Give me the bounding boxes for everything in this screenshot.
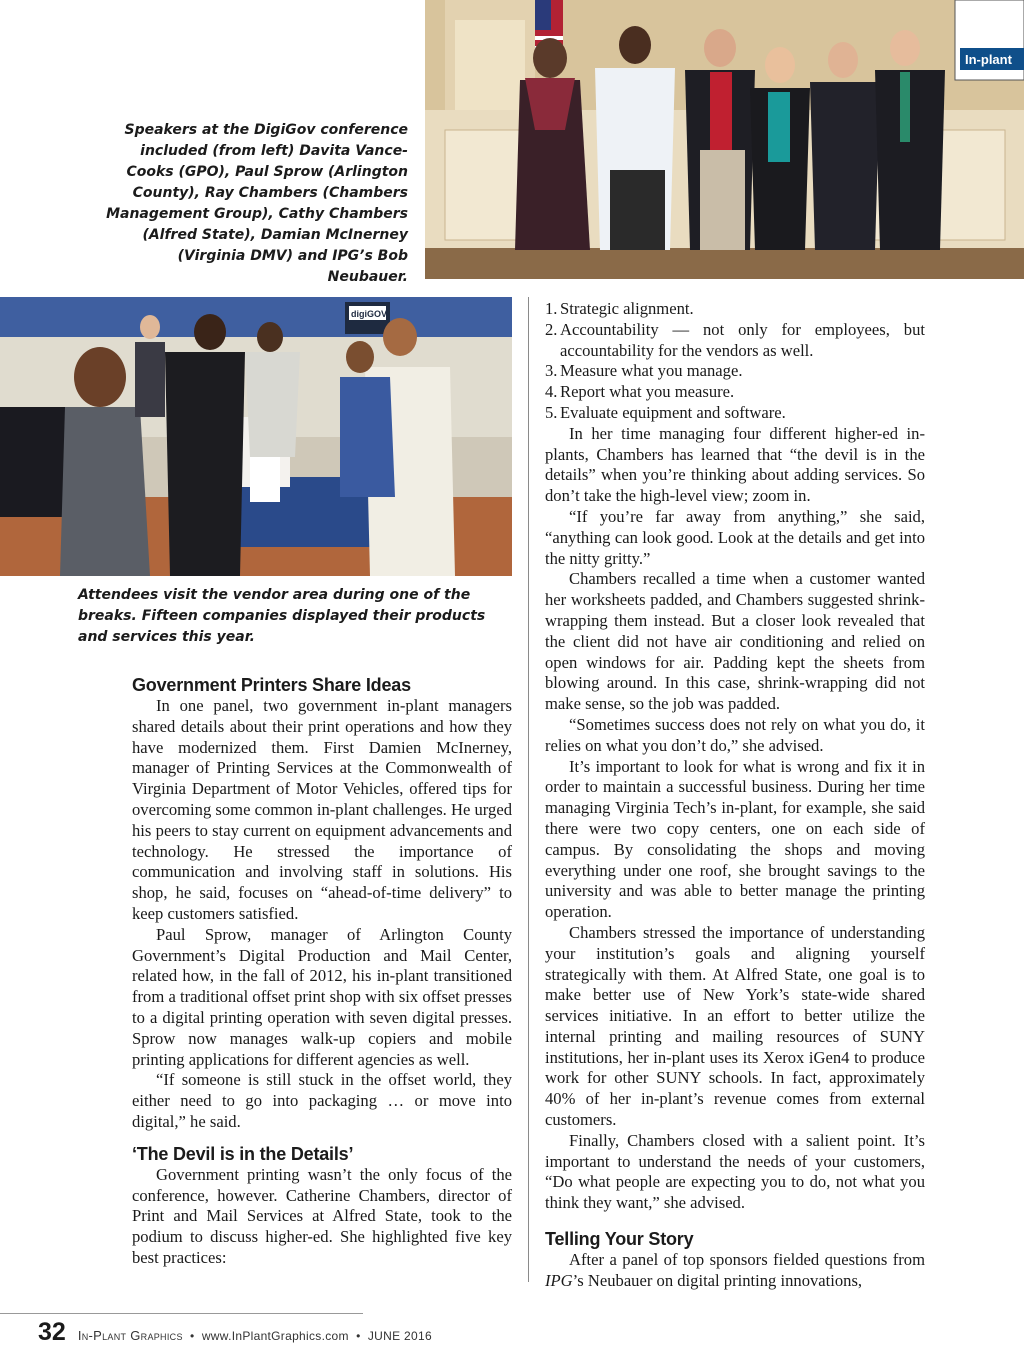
list-item: 3. Measure what you manage. (545, 361, 743, 381)
issue-date: JUNE 2016 (367, 1329, 432, 1343)
page-number: 32 (38, 1318, 66, 1346)
vendor-sign-text: digiGOV (351, 309, 387, 319)
list-item: 1. Strategic alignment. (545, 299, 694, 318)
list-item: 4. Report what you measure. (545, 382, 735, 402)
right-text-column (545, 299, 925, 1292)
body-paragraph: In one panel, two government in-plant managers shared details about their print operations and how they have modernized them. First Damien McInerney, manager of Printing Services at the Commonwealth of Virginia Department of Motor Vehicles, offered tips for overcoming some common in-plant challenges. He urged his peers to stay current on equipment advancements and technology. He stressed the importance of communication and involving staff in solutions. His shop, he said, focuses on “ahead-of-time delivery” to keep customers satisfied. (132, 696, 512, 923)
page-footer (38, 1318, 432, 1347)
speakers-photo (425, 0, 1024, 279)
publication-name: In-Plant Graphics (77, 1328, 183, 1343)
section-heading-government-printers: Government Printers Share Ideas (132, 675, 411, 695)
body-paragraph: Government printing wasn’t the only focus of the conference, however. Catherine Chambers, director of Print and Mail Services at Alfred State, took to the podium to discuss higher-ed. She highlighted five key best practices: (132, 1164, 512, 1267)
body-paragraph: It’s important to look for what is wrong and fix it in order to maintain a successful business. During her time managing Virginia Tech’s in-plant, for example, she said there were two copy centers, one on each side of campus. By consolidating the shops and moving everything under one roof, she brought savings to the university and was able to better manage the printing operation. (545, 756, 925, 922)
website-link[interactable]: www.InPlantGraphics.com (201, 1329, 349, 1343)
list-item: 5. Evaluate equipment and software. (545, 402, 786, 422)
body-paragraph: “If you’re far away from anything,” she said, “anything can look good. Look at the details and get into the nitty gritty.” (545, 506, 925, 568)
body-paragraph: Paul Sprow, manager of Arlington County Government’s Digital Production and Mail Center, related how, in the fall of 2012, his in-plant transitioned from a traditional offset print shop with six offset presses to a digital printing operation with seven digital presses. Sprow now manages walk-up copiers and mobile printing applications for different agencies as well. (132, 924, 512, 1069)
body-paragraph: Chambers recalled a time when a customer wanted her worksheets padded, and Chambers suggested shrink-wrapping them instead. But a closer look revealed that the client did not have air conditioning and relied on open windows for air. Padding kept the sheets from blowing around. In this case, shrink-wrapping did not make sense, so the job was padded. (545, 569, 925, 714)
screen-banner-text: In-plant (965, 52, 1012, 67)
publication-abbrev: IPG (545, 1270, 573, 1290)
body-paragraph: In her time managing four different higher-ed in-plants, Chambers has learned that “the devil is in the details” when you’re thinking about adding services. So don’t take the high-level view; zoom in. (545, 423, 925, 506)
body-paragraph: After a panel of top sponsors fielded questions from IPG’s Neubauer on digital printing innovations, (545, 1250, 925, 1290)
left-text-column (132, 674, 512, 1269)
best-practices-list (545, 299, 925, 424)
vendor-area-photo (0, 297, 512, 576)
footer-rule (0, 1313, 363, 1314)
body-paragraph: “Sometimes success does not rely on what you do, it relies on what you don’t do,” she advised. (545, 714, 925, 755)
body-paragraph: Finally, Chambers closed with a salient point. It’s important to understand the needs of your customers, “Do what people are expecting you to do, not what you think they want,” she advised. (545, 1130, 925, 1213)
body-paragraph: “If someone is still stuck in the offset world, they either need to go into packaging … or move into digital,” he said. (132, 1070, 512, 1131)
list-item: 2. Accountability — not only for employees, but accountability for the vendors as well. (545, 319, 925, 360)
speakers-photo-caption: Speakers at the DigiGov conference included (from left) Davita Vance-Cooks (GPO), Paul Sprow (Arlington County), Ray Chambers (Chambers Management Group), Cathy Chambers (Alfred State), Damian McInerney (Virginia DMV) and IPG’s Bob Neubauer. (106, 122, 408, 285)
footer-separator: • (356, 1329, 361, 1343)
body-paragraph: Chambers stressed the importance of understanding your institution’s goals and aligning yourself strategically with them. At Alfred State, one goal is to make better use of New York’s state-wide shared services initiative. In an effort to better utilize the internal printing and mailing resources of SUNY institutions, her in-plant uses its Xerox iGen4 to produce work for other SUNY schools. In fact, approximately 40% of her in-plant’s revenue comes from external customers. (545, 922, 925, 1130)
section-heading-telling-your-story: Telling Your Story (545, 1229, 694, 1250)
vendor-photo-caption: Attendees visit the vendor area during one of the breaks. Fifteen companies displayed their products and services this year. (78, 587, 486, 645)
column-divider (528, 297, 529, 1282)
section-heading-devil-in-details: ‘The Devil is in the Details’ (132, 1143, 354, 1164)
footer-separator: • (190, 1329, 195, 1343)
footer-text (78, 1328, 432, 1343)
